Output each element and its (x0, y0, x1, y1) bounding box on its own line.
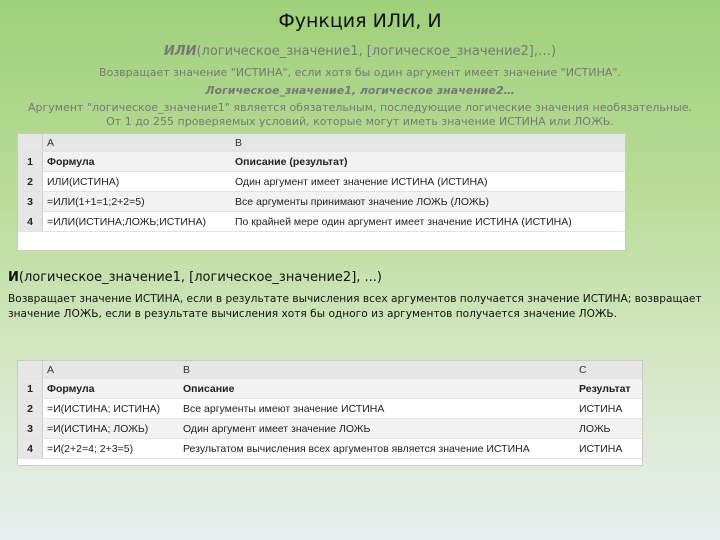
table-row (18, 212, 625, 232)
table-row (18, 419, 642, 439)
cell-description: Один аргумент имеет значение ИСТИНА (ИСТИНА) (231, 172, 625, 192)
slide-title: Функция ИЛИ, И (278, 10, 442, 32)
cell-description: Все аргументы имеют значение ИСТИНА (179, 399, 575, 419)
or-function-args: (логическое_значение1, [логическое_значение2],…) (196, 44, 557, 59)
row-number: 3 (18, 192, 43, 212)
or-function-name: ИЛИ (163, 44, 197, 59)
cell-formula: Формула (43, 152, 232, 172)
cell-formula: =И(2+2=4; 2+3=5) (43, 439, 180, 459)
cell-formula: Формула (43, 379, 180, 399)
row-number: 4 (18, 439, 43, 459)
row-number: 4 (18, 212, 43, 232)
cell-formula: =И(ИСТИНА; ЛОЖЬ) (43, 419, 180, 439)
row-number: 2 (18, 172, 43, 192)
corner-cell (18, 134, 43, 152)
column-header: A (43, 134, 232, 152)
cell-formula: ИЛИ(ИСТИНА) (43, 172, 232, 192)
cell-result: ИСТИНА (575, 399, 642, 419)
table-row (18, 152, 625, 172)
row-number: 3 (18, 419, 43, 439)
cell-description: Один аргумент имеет значение ЛОЖЬ (179, 419, 575, 439)
table-row (18, 439, 642, 459)
or-note: Аргумент "логическое_значение1" является обязательным, последующие логические значения необязательные. От 1 до 255 проверяемых условий, которые могут иметь значение ИСТИНА или ЛОЖЬ. (27, 101, 693, 128)
table-row (18, 379, 642, 399)
cell-result: ЛОЖЬ (575, 419, 642, 439)
cell-result: Результат (575, 379, 642, 399)
cell-formula: =ИЛИ(ИСТИНА;ЛОЖЬ;ИСТИНА) (43, 212, 232, 232)
and-function-args: (логическое_значение1, [логическое_значение2], ...) (18, 270, 382, 285)
cell-result: ИСТИНА (575, 439, 642, 459)
table-row (18, 172, 625, 192)
cell-description: Описание (результат) (231, 152, 625, 172)
and-syntax (8, 270, 382, 285)
table-row (18, 192, 625, 212)
row-number: 2 (18, 399, 43, 419)
cell-description: Результатом вычисления всех аргументов является значение ИСТИНА (179, 439, 575, 459)
row-number: 1 (18, 152, 43, 172)
cell-formula: =И(ИСТИНА; ИСТИНА) (43, 399, 180, 419)
column-header-row (18, 361, 642, 379)
column-header: B (231, 134, 625, 152)
row-number: 1 (18, 379, 43, 399)
or-arguments: Логическое_значение1, логическое значение2… (205, 84, 515, 97)
and-function-name: И (8, 270, 19, 285)
column-header: B (179, 361, 575, 379)
and-description: Возвращает значение ИСТИНА, если в результате вычисления всех аргументов получается значение ИСТИНА; возвращает значение ЛОЖЬ, если в результате вычисления хотя бы одного из аргументов получается значение ЛОЖЬ. (8, 293, 702, 320)
corner-cell (18, 361, 43, 379)
column-header: A (43, 361, 180, 379)
or-description: Возвращает значение "ИСТИНА", если хотя бы один аргумент имеет значение "ИСТИНА". (99, 66, 621, 79)
cell-description: Описание (179, 379, 575, 399)
cell-description: По крайней мере один аргумент имеет значение ИСТИНА (ИСТИНА) (231, 212, 625, 232)
or-syntax (20, 44, 700, 59)
cell-formula: =ИЛИ(1+1=1;2+2=5) (43, 192, 232, 212)
column-header: C (575, 361, 642, 379)
table-row (18, 399, 642, 419)
or-examples-table (17, 133, 626, 251)
column-header-row (18, 134, 625, 152)
cell-description: Все аргументы принимают значение ЛОЖЬ (ЛОЖЬ) (231, 192, 625, 212)
and-examples-table (17, 360, 643, 466)
